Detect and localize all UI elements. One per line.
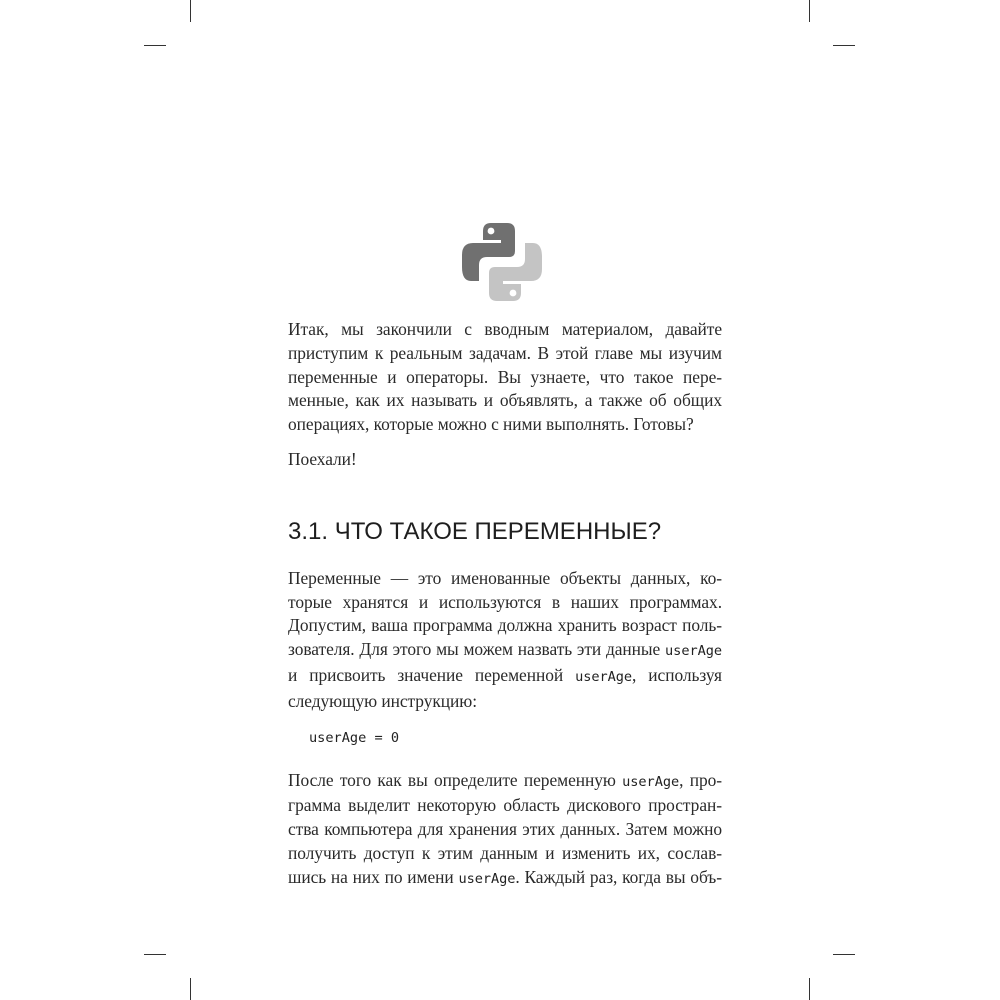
after-text: шись на них по имени bbox=[288, 866, 459, 887]
crop-mark-bottom-right-vertical bbox=[809, 978, 810, 1000]
definition-text: , используя bbox=[632, 664, 722, 685]
inline-code: userAge bbox=[665, 643, 722, 660]
after-line: получить доступ к этим данным и изменить их, сослав- bbox=[288, 842, 722, 863]
inline-code: userAge bbox=[458, 870, 516, 887]
intro-line: приступим к реальным задачам. В этой главе мы изучим bbox=[288, 342, 722, 363]
after-text: После того как вы определите переменную bbox=[288, 769, 623, 790]
crop-mark-top-left-vertical bbox=[190, 0, 191, 22]
intro-line: Итак, мы закончили с вводным материалом, давайте bbox=[288, 319, 722, 339]
crop-mark-bottom-right-horizontal bbox=[833, 954, 855, 955]
after-paragraph bbox=[288, 769, 722, 892]
intro-line: переменные и операторы. Вы узнаете, что такое пере- bbox=[288, 366, 722, 387]
definition-line bbox=[288, 664, 722, 690]
crop-mark-bottom-left-horizontal bbox=[144, 954, 166, 955]
crop-mark-bottom-left-vertical bbox=[190, 978, 191, 1000]
page-text bbox=[288, 318, 722, 892]
after-line: ства компьютера для хранения этих данных. Затем можно bbox=[288, 819, 722, 840]
inline-code: userAge bbox=[575, 668, 633, 685]
definition-paragraph bbox=[288, 567, 722, 714]
definition-text: зователя. Для этого мы можем назвать эти данные bbox=[288, 639, 666, 660]
crop-mark-top-right-horizontal bbox=[833, 45, 855, 46]
definition-line: следующую инструкцию: bbox=[288, 690, 477, 711]
section-heading: 3.1. ЧТО ТАКОЕ ПЕРЕМЕННЫЕ? bbox=[288, 517, 662, 545]
code-example: userAge = 0 bbox=[309, 729, 400, 746]
inline-code: userAge bbox=[622, 773, 680, 790]
intro-paragraph bbox=[288, 318, 722, 437]
after-line bbox=[288, 769, 722, 795]
definition-text: и присвоить значение переменной bbox=[288, 664, 576, 685]
intro-line: операциях, которые можно с ними выполнять. Готовы? bbox=[288, 414, 694, 435]
after-line: грамма выделит некоторую область дискового простран- bbox=[288, 795, 722, 816]
after-line bbox=[288, 866, 722, 892]
python-logo-icon bbox=[461, 221, 543, 303]
crop-mark-top-right-vertical bbox=[809, 0, 810, 22]
intro-line: менные, как их называть и объявлять, а также об общих bbox=[288, 390, 722, 411]
definition-line bbox=[288, 638, 722, 664]
definition-line: Переменные — это именованные объекты данных, ко- bbox=[288, 567, 722, 588]
crop-mark-top-left-horizontal bbox=[144, 45, 166, 46]
after-text: , про- bbox=[679, 769, 722, 790]
definition-line: торые хранятся и используются в наших программах. bbox=[288, 591, 722, 612]
after-text: . Каждый раз, когда вы объ- bbox=[515, 866, 722, 887]
definition-line: Допустим, ваша программа должна хранить возраст поль- bbox=[288, 615, 722, 636]
go-paragraph: Поехали! bbox=[288, 448, 357, 469]
